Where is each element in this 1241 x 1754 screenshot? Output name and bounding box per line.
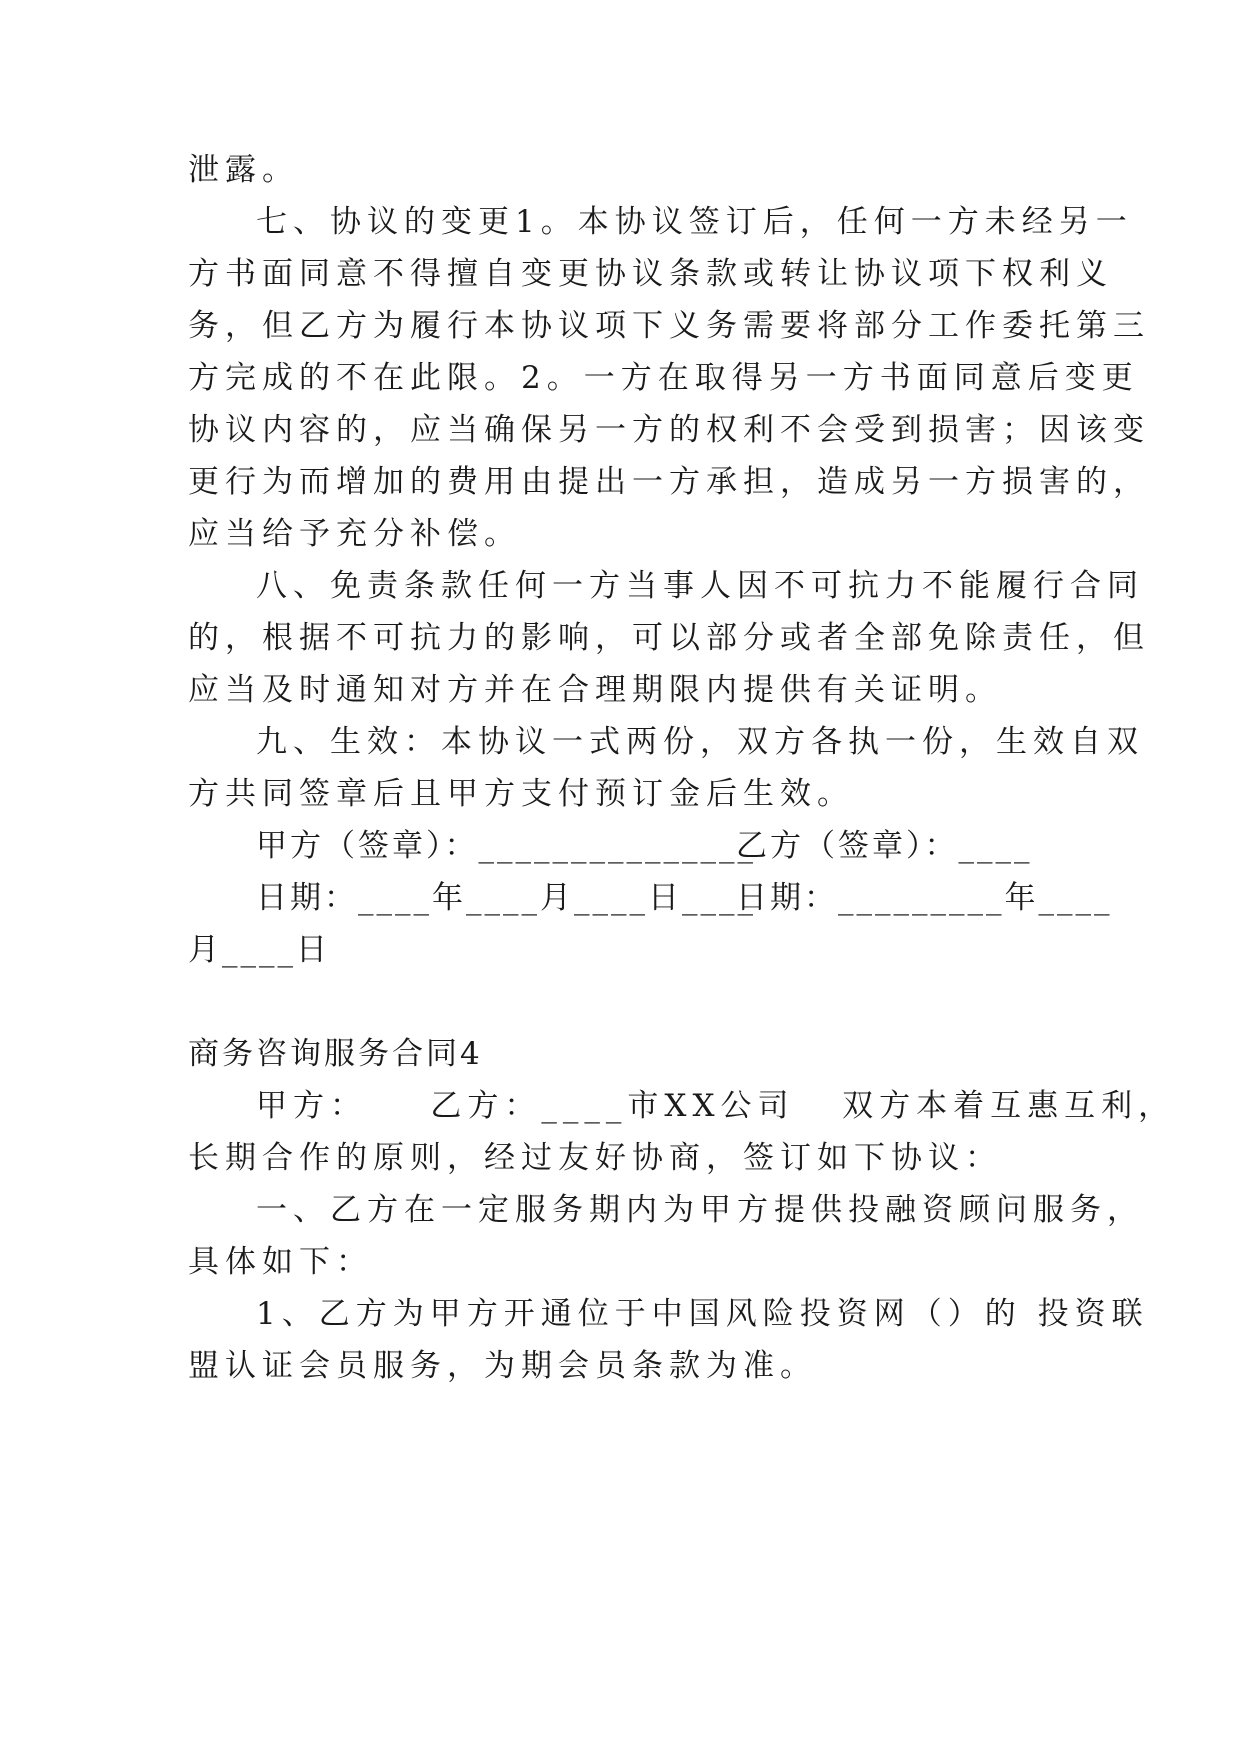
clause-8-heading-line: 八、免责条款任何一方当事人因不可抗力不能履行合同 xyxy=(256,568,1144,604)
party-a-date: 日期：____年____月____日____ xyxy=(256,880,756,916)
text-line: 的，根据不可抗力的影响，可以部分或者全部免除责任，但 xyxy=(188,620,1150,656)
contract-parties-line: 甲方： 乙方：____市XX公司 双方本着互惠互利， xyxy=(256,1088,1176,1124)
party-a-signature: 甲方（签章）：_______________ xyxy=(256,828,756,864)
party-b-date-continued: 月____日 xyxy=(188,932,330,968)
text-line: 方完成的不在此限。2。一方在取得另一方书面同意后变更 xyxy=(188,360,1139,396)
text-line: 协议内容的，应当确保另一方的权利不会受到损害；因该变 xyxy=(188,412,1150,448)
contract-title: 商务咨询服务合同4 xyxy=(188,1036,483,1072)
text-line: 盟认证会员服务，为期会员条款为准。 xyxy=(188,1348,817,1384)
text-line: 具体如下： xyxy=(188,1244,373,1280)
text-line: 泄露。 xyxy=(188,152,299,188)
text-line: 方共同签章后且甲方支付预订金后生效。 xyxy=(188,776,854,812)
text-line: 更行为而增加的费用由提出一方承担，造成另一方损害的， xyxy=(188,464,1150,500)
contract-item-1-line: 1、乙方为甲方开通位于中国风险投资网（）的 投资联 xyxy=(256,1296,1149,1332)
text-line: 方书面同意不得擅自变更协议条款或转让协议项下权利义 xyxy=(188,256,1113,292)
text-line: 应当给予充分补偿。 xyxy=(188,516,521,552)
clause-9-heading-line: 九、生效：本协议一式两份，双方各执一份，生效自双 xyxy=(256,724,1144,760)
contract-clause-1-line: 一、乙方在一定服务期内为甲方提供投融资顾问服务， xyxy=(256,1192,1144,1228)
party-b-signature: 乙方（签章）：____ xyxy=(736,828,1033,864)
text-line: 长期合作的原则，经过友好协商，签订如下协议： xyxy=(188,1140,1002,1176)
clause-7-heading-line: 七、协议的变更1。本协议签订后，任何一方未经另一 xyxy=(256,204,1133,240)
party-b-date: 日期：_________年____ xyxy=(736,880,1113,916)
text-line: 应当及时通知对方并在合理期限内提供有关证明。 xyxy=(188,672,1002,708)
text-line: 务，但乙方为履行本协议项下义务需要将部分工作委托第三 xyxy=(188,308,1150,344)
